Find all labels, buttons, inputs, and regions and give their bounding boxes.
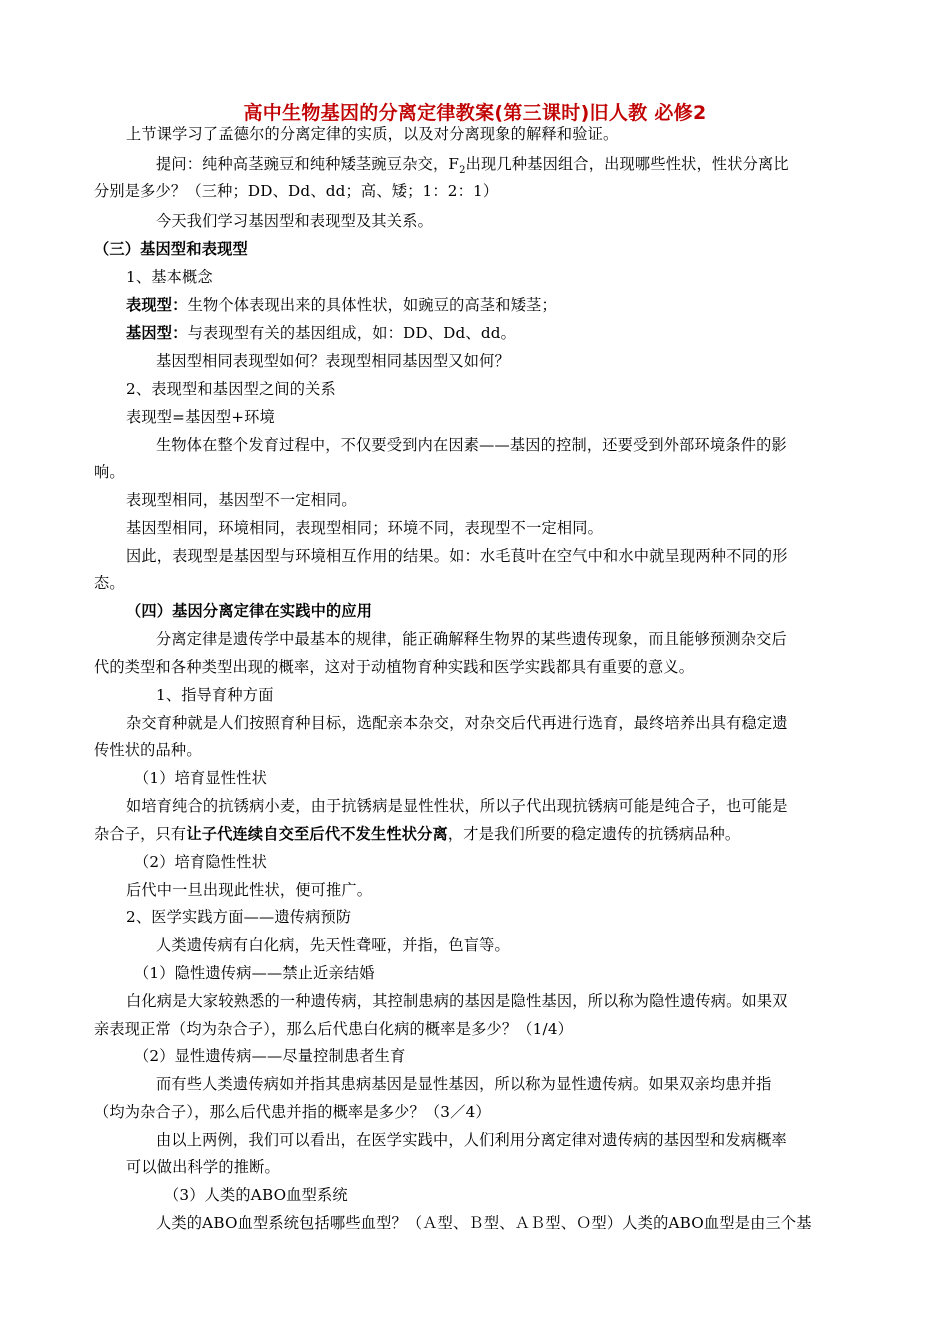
wheat-text-part2: ，才是我们所要的稳定遗传的抗锈病品种。 <box>447 825 741 843</box>
paragraph-wheat: 如培育纯合的抗锈病小麦，由于抗锈病是显性性状，所以子代出现抗锈病可能是纯合子，也可能是 <box>126 797 788 815</box>
section-heading-3: （三）基因型和表现型 <box>94 240 248 258</box>
paragraph-albinism: 白化病是大家较熟悉的一种遗传病，其控制患病的基因是隐性基因，所以称为隐性遗传病。如果双 <box>126 992 788 1010</box>
paragraph-conclusion: 因此，表现型是基因型与环境相互作用的结果。如：水毛茛叶在空气中和水中就呈现两种不同的形 <box>126 547 788 565</box>
paragraph-polydactyly: 而有些人类遗传病如并指其患病基因是显性基因，所以称为显性遗传病。如果双亲均患并指 <box>156 1075 772 1093</box>
subheading-abo: （3）人类的ABO血型系统 <box>164 1186 348 1204</box>
paragraph-promote: 后代中一旦出现此性状，便可推广。 <box>126 881 373 899</box>
wheat-text-part1: 杂合子，只有 <box>94 825 187 843</box>
paragraph-question-cont: 分别是多少？（三种；DD、Dd、dd；高、矮；1：2：1） <box>94 182 499 200</box>
question-text-part1: 提问：纯种高茎豌豆和纯种矮茎豌豆杂交，F <box>156 155 460 173</box>
subheading-medical: 2、医学实践方面——遗传病预防 <box>126 908 352 926</box>
paragraph-law: 分离定律是遗传学中最基本的规律，能正确解释生物界的某些遗传现象，而且能够预测杂交后 <box>156 630 787 648</box>
paragraph-diseases: 人类遗传病有白化病，先天性聋哑，并指，色盲等。 <box>156 936 510 954</box>
paragraph-wheat-cont <box>94 824 740 844</box>
paragraph-same-phenotype: 表现型相同，基因型不一定相同。 <box>126 491 357 509</box>
definition-phenotype-text: 生物个体表现出来的具体性状，如豌豆的高茎和矮茎； <box>187 296 557 314</box>
paragraph-hybrid-breeding-cont: 传性状的品种。 <box>94 741 202 759</box>
subheading-dominant-disease: （2）显性遗传病——尽量控制患者生育 <box>134 1047 406 1065</box>
definition-genotype <box>126 323 516 343</box>
paragraph-polydactyly-cont: （均为杂合子），那么后代患并指的概率是多少？（3／4） <box>94 1103 491 1121</box>
paragraph-hybrid-breeding: 杂交育种就是人们按照育种目标，选配亲本杂交，对杂交后代再进行选育，最终培养出具有稳定遗 <box>126 714 788 732</box>
f2-subscript: 2 <box>459 165 466 177</box>
paragraph-today: 今天我们学习基因型和表现型及其关系。 <box>156 212 433 230</box>
paragraph-development-cont: 响。 <box>94 463 125 481</box>
term-phenotype: 表现型： <box>126 296 188 314</box>
paragraph-development: 生物体在整个发育过程中，不仅要受到内在因素——基因的控制，还要受到外部环境条件的影 <box>156 436 787 454</box>
question-text-part2: 出现几种基因组合，出现哪些性状，性状分离比 <box>465 155 789 173</box>
term-genotype: 基因型： <box>126 324 188 342</box>
subheading-basic-concepts: 1、基本概念 <box>126 268 213 286</box>
paragraph-albinism-cont: 亲表现正常（均为杂合子），那么后代患白化病的概率是多少？（1/4） <box>94 1020 574 1038</box>
paragraph-inference-cont: 可以做出科学的推断。 <box>126 1158 280 1176</box>
paragraph-law-cont: 代的类型和各种类型出现的概率，这对于动植物育种实践和医学实践都具有重要的意义。 <box>94 658 695 676</box>
paragraph-conclusion-cont: 态。 <box>94 574 125 592</box>
definition-phenotype <box>126 295 557 315</box>
subheading-relationship: 2、表现型和基因型之间的关系 <box>126 380 336 398</box>
definition-genotype-text: 与表现型有关的基因组成，如：DD、Dd、dd。 <box>187 324 517 342</box>
wheat-emphasis: 让子代连续自交至后代不发生性状分离 <box>186 825 448 843</box>
formula-line: 表现型=基因型+环境 <box>126 408 275 426</box>
subheading-recessive-disease: （1）隐性遗传病——禁止近亲结婚 <box>134 964 375 982</box>
paragraph-same-genotype: 基因型相同，环境相同，表现型相同；环境不同，表现型不一定相同。 <box>126 519 604 537</box>
section-heading-4: （四）基因分离定律在实践中的应用 <box>126 602 373 620</box>
document-title: 高中生物基因的分离定律教案(第三课时)旧人教 必修2 <box>243 102 707 124</box>
paragraph-abo: 人类的ABO血型系统包括哪些血型？（Ａ型、Ｂ型、ＡＢ型、Ｏ型）人类的ABO血型是由三个基 <box>156 1214 812 1232</box>
paragraph-intro: 上节课学习了孟德尔的分离定律的实质，以及对分离现象的解释和验证。 <box>126 125 619 143</box>
subheading-dominant-trait: （1）培育显性性状 <box>134 769 267 787</box>
paragraph-inference: 由以上两例，我们可以看出，在医学实践中，人们利用分离定律对遗传病的基因型和发病概率 <box>156 1131 787 1149</box>
paragraph-question-2: 基因型相同表现型如何？表现型相同基因型又如何？ <box>156 352 510 370</box>
subheading-breeding: 1、指导育种方面 <box>156 686 274 704</box>
paragraph-question <box>156 154 789 177</box>
subheading-recessive-trait: （2）培育隐性性状 <box>134 853 267 871</box>
